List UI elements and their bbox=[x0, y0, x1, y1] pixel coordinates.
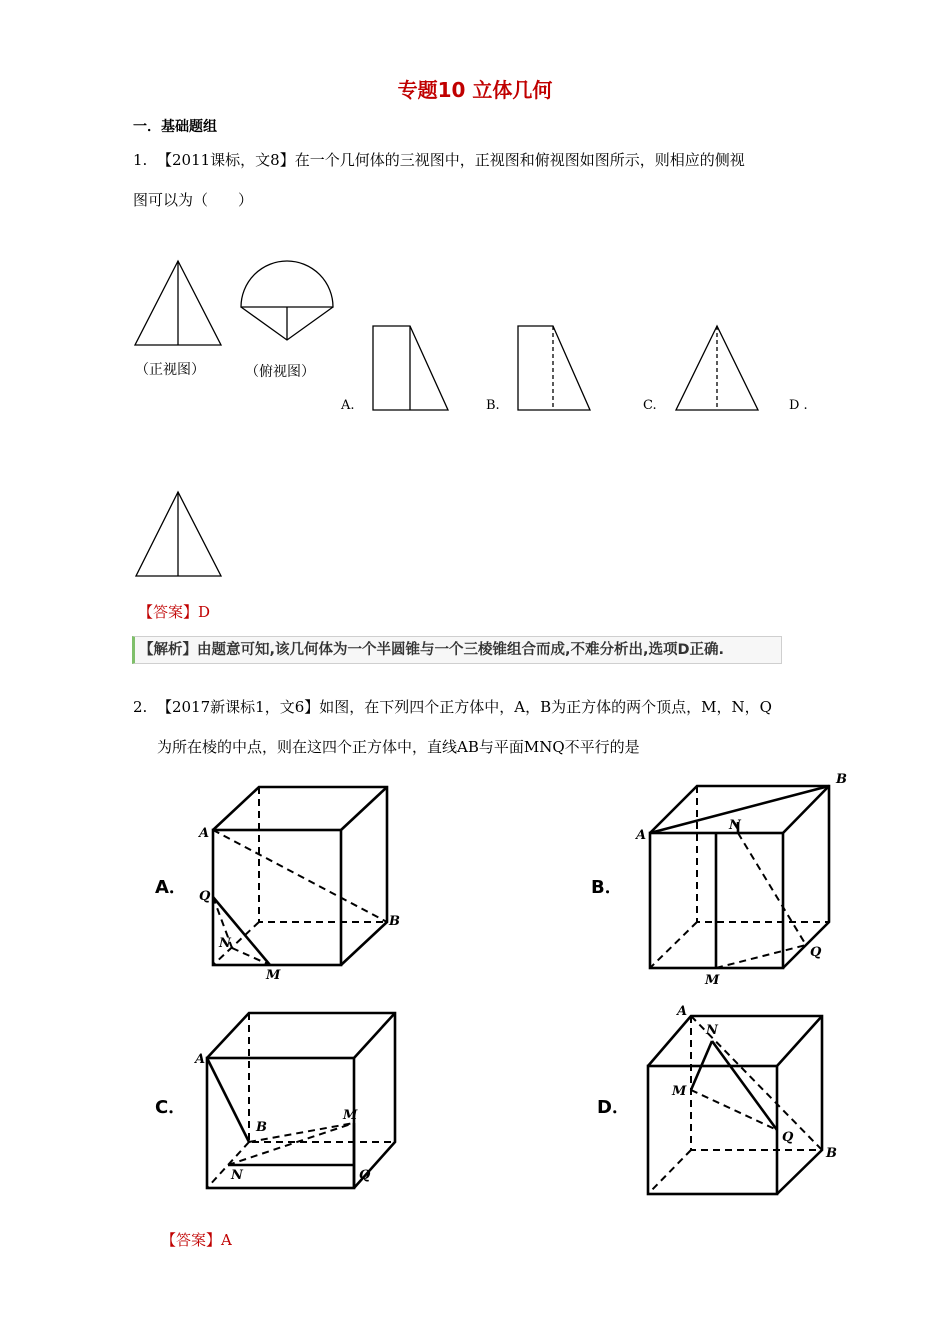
cube-a-option-label: A． bbox=[155, 877, 187, 898]
q1-number: 1. bbox=[133, 151, 148, 169]
cube-a-point-m: M bbox=[266, 968, 281, 983]
q1-answer: 【答案】D bbox=[138, 603, 211, 621]
cube-d-point-n: N bbox=[706, 1023, 718, 1038]
cube-d-point-m: M bbox=[672, 1084, 687, 1099]
cube-c bbox=[207, 1013, 395, 1188]
cube-c-point-b: B bbox=[256, 1120, 267, 1135]
q2-text-line1: 【2017新课标1，文6】如图，在下列四个正方体中，A，B为正方体的两个顶点，M，N，Q bbox=[157, 698, 772, 716]
cube-d-point-q: Q bbox=[782, 1130, 794, 1145]
cube-b-point-a: A bbox=[636, 828, 647, 843]
option-a-label: A. bbox=[341, 398, 355, 413]
q1-analysis: 【解析】由题意可知,该几何体为一个半圆锥与一个三棱锥组合而成,不难分析出,选项D正确. bbox=[132, 636, 782, 664]
cube-d-point-b: B bbox=[826, 1146, 837, 1161]
q2-number: 2. bbox=[133, 698, 148, 716]
cube-d bbox=[648, 1016, 822, 1194]
cube-a-point-q: Q bbox=[199, 889, 211, 904]
section-heading: 一．基础题组 bbox=[133, 119, 217, 135]
top-view-label: （俯视图） bbox=[245, 364, 315, 380]
front-view-label: （正视图） bbox=[135, 362, 205, 378]
cube-a-point-n: N bbox=[219, 936, 231, 951]
cube-a bbox=[213, 787, 387, 965]
q1-text-line2: 图可以为（ ） bbox=[133, 191, 254, 209]
q2-text-line2: 为所在棱的中点，则在这四个正方体中，直线AB与平面MNQ不平行的是 bbox=[157, 738, 640, 756]
option-b-label: B. bbox=[486, 398, 500, 413]
option-c-label: C. bbox=[643, 398, 657, 413]
cube-c-point-n: N bbox=[231, 1168, 243, 1183]
cube-d-point-a: A bbox=[677, 1004, 688, 1019]
page-title: 专题10 立体几何 bbox=[397, 78, 553, 102]
cube-c-point-q: Q bbox=[359, 1168, 371, 1183]
cube-c-option-label: C． bbox=[155, 1097, 187, 1118]
cube-d-option-label: D． bbox=[597, 1097, 630, 1118]
cube-b-point-n: N bbox=[729, 818, 741, 833]
option-d-label: D . bbox=[789, 398, 808, 413]
cube-b bbox=[650, 786, 829, 968]
cube-c-point-a: A bbox=[195, 1052, 206, 1067]
cube-b-point-m: M bbox=[705, 973, 720, 988]
q2-answer: 【答案】A bbox=[161, 1231, 232, 1249]
cube-a-point-b: B bbox=[389, 914, 400, 929]
cube-b-option-label: B． bbox=[591, 877, 623, 898]
q1-text-line1: 【2011课标，文8】在一个几何体的三视图中，正视图和俯视图如图所示，则相应的侧视 bbox=[157, 151, 745, 169]
cube-a-point-a: A bbox=[199, 826, 210, 841]
cube-b-point-q: Q bbox=[810, 945, 822, 960]
cube-c-point-m: M bbox=[343, 1108, 358, 1123]
cube-b-point-b: B bbox=[836, 772, 847, 787]
